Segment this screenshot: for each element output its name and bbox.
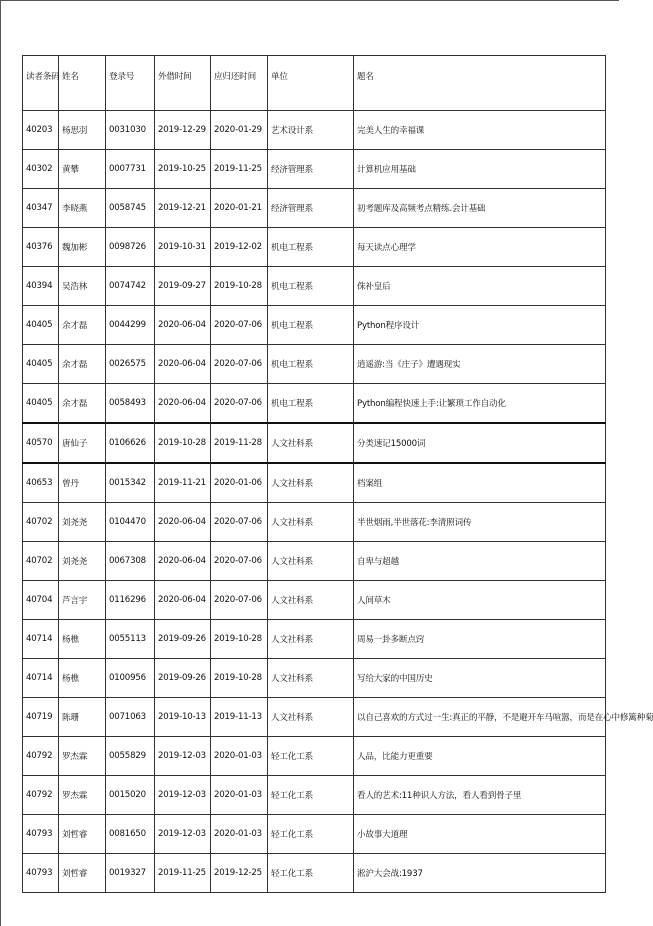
cell-reader-barcode: 40793 [23,854,59,893]
cell-department: 经济管理系 [268,150,354,189]
table-row [23,228,606,267]
cell-due-date: 2019-11-28 [211,423,268,463]
cell-department: 机电工程系 [268,267,354,306]
cell-due-date: 2020-07-06 [211,503,268,542]
cell-accession-number: 0026575 [106,345,155,384]
header-accession-number: 登录号 [106,56,155,111]
cell-accession-number: 0100956 [106,659,155,698]
cell-due-date: 2020-01-29 [211,111,268,150]
cell-reader-barcode: 40792 [23,737,59,776]
cell-borrow-date: 2020-06-04 [155,542,211,581]
cell-due-date: 2019-12-02 [211,228,268,267]
cell-borrow-date: 2019-12-03 [155,737,211,776]
cell-borrow-date: 2019-09-27 [155,267,211,306]
cell-name: 余才磊 [59,306,106,345]
cell-department: 人文社科系 [268,581,354,620]
cell-book-title: 分类速记15000词 [354,423,606,463]
cell-name: 陈珊 [59,698,106,737]
cell-name: 曾丹 [59,463,106,503]
header-name: 姓名 [59,56,106,111]
cell-reader-barcode: 40714 [23,620,59,659]
cell-book-title: 每天读点心理学 [354,228,606,267]
table-row [23,581,606,620]
cell-department: 轻工化工系 [268,737,354,776]
cell-reader-barcode: 40405 [23,345,59,384]
cell-accession-number: 0015020 [106,776,155,815]
borrow-records-table [22,55,653,893]
cell-book-title: 逍遥游:当《庄子》遭遇现实 [354,345,606,384]
cell-department: 轻工化工系 [268,776,354,815]
cell-reader-barcode: 40792 [23,776,59,815]
table-row [23,423,606,463]
cell-borrow-date: 2019-12-21 [155,189,211,228]
cell-due-date: 2019-12-25 [211,854,268,893]
cell-reader-barcode: 40405 [23,306,59,345]
cell-borrow-date: 2019-12-29 [155,111,211,150]
cell-book-title: Python编程快速上手:让繁琐工作自动化 [354,384,606,424]
cell-name: 刘哲睿 [59,815,106,854]
table-row [23,815,606,854]
cell-book-title: 写给大家的中国历史 [354,659,606,698]
cell-accession-number: 0055829 [106,737,155,776]
cell-accession-number: 0019327 [106,854,155,893]
cell-book-title: 小故事大道理 [354,815,606,854]
cell-name: 魏加彬 [59,228,106,267]
cell-department: 机电工程系 [268,345,354,384]
cell-department: 机电工程系 [268,384,354,424]
table-row [23,737,606,776]
cell-department: 人文社科系 [268,542,354,581]
cell-department: 机电工程系 [268,306,354,345]
cell-reader-barcode: 40719 [23,698,59,737]
cell-accession-number: 0055113 [106,620,155,659]
cell-name: 刘哲睿 [59,854,106,893]
table-row [23,698,606,737]
cell-book-title: 初考题库及高频考点精练.会计基础 [354,189,606,228]
cell-borrow-date: 2020-06-04 [155,503,211,542]
cell-reader-barcode: 40570 [23,423,59,463]
cell-name: 刘尧尧 [59,542,106,581]
table-row [23,111,606,150]
cell-name: 余才磊 [59,384,106,424]
cell-accession-number: 0058745 [106,189,155,228]
cell-borrow-date: 2019-10-28 [155,423,211,463]
cell-accession-number: 0074742 [106,267,155,306]
table-row [23,345,606,384]
cell-due-date: 2020-01-03 [211,737,268,776]
cell-reader-barcode: 40704 [23,581,59,620]
cell-due-date: 2019-10-28 [211,267,268,306]
table-row [23,776,606,815]
cell-reader-barcode: 40405 [23,384,59,424]
cell-book-title: 计算机应用基础 [354,150,606,189]
table-row [23,620,606,659]
header-due-date: 应归还时间 [211,56,268,111]
cell-book-title: 完美人生的幸福课 [354,111,606,150]
cell-accession-number: 0015342 [106,463,155,503]
cell-borrow-date: 2020-06-04 [155,581,211,620]
cell-due-date: 2019-10-28 [211,659,268,698]
cell-borrow-date: 2019-10-31 [155,228,211,267]
cell-name: 杨樵 [59,659,106,698]
cell-reader-barcode: 40714 [23,659,59,698]
cell-reader-barcode: 40653 [23,463,59,503]
cell-due-date: 2020-07-06 [211,306,268,345]
table-row [23,503,606,542]
cell-department: 轻工化工系 [268,815,354,854]
cell-borrow-date: 2019-10-25 [155,150,211,189]
cell-name: 吴浩林 [59,267,106,306]
cell-book-title: Python程序设计 [354,306,606,345]
cell-reader-barcode: 40702 [23,542,59,581]
cell-due-date: 2019-11-13 [211,698,268,737]
cell-book-title: 侏补皇后 [354,267,606,306]
cell-due-date: 2019-11-25 [211,150,268,189]
cell-name: 芦言宇 [59,581,106,620]
cell-book-title: 档案组 [354,463,606,503]
cell-department: 人文社科系 [268,503,354,542]
cell-due-date: 2020-07-06 [211,542,268,581]
cell-due-date: 2020-07-06 [211,345,268,384]
cell-name: 罗杰霖 [59,776,106,815]
cell-book-title: 淞沪大会战:1937 [354,854,606,893]
cell-reader-barcode: 40793 [23,815,59,854]
cell-book-title: 人品，比能力更重要 [354,737,606,776]
cell-department: 人文社科系 [268,423,354,463]
table-row [23,306,606,345]
cell-name: 杨思羽 [59,111,106,150]
header-row [23,56,606,111]
cell-name: 唐仙子 [59,423,106,463]
cell-due-date: 2020-07-06 [211,384,268,424]
cell-accession-number: 0106626 [106,423,155,463]
cell-accession-number: 0081650 [106,815,155,854]
cell-accession-number: 0067308 [106,542,155,581]
cell-borrow-date: 2019-09-26 [155,659,211,698]
cell-accession-number: 0071063 [106,698,155,737]
table-row [23,542,606,581]
cell-accession-number: 0098726 [106,228,155,267]
cell-due-date: 2020-01-06 [211,463,268,503]
table-row [23,659,606,698]
cell-reader-barcode: 40394 [23,267,59,306]
cell-borrow-date: 2020-06-04 [155,345,211,384]
cell-due-date: 2020-01-21 [211,189,268,228]
cell-borrow-date: 2019-09-26 [155,620,211,659]
table-row [23,189,606,228]
header-department: 单位 [268,56,354,111]
cell-book-title: 周易一卦多断点窍 [354,620,606,659]
cell-reader-barcode: 40347 [23,189,59,228]
cell-department: 经济管理系 [268,189,354,228]
cell-department: 人文社科系 [268,620,354,659]
cell-book-title: 以自己喜欢的方式过一生:真正的平静，不是避开车马喧嚣，而是在心中修篱种菊 [354,698,606,737]
cell-department: 人文社科系 [268,659,354,698]
cell-department: 艺术设计系 [268,111,354,150]
cell-department: 机电工程系 [268,228,354,267]
table-row [23,267,606,306]
header-borrow-date: 外借时间 [155,56,211,111]
cell-borrow-date: 2019-12-03 [155,776,211,815]
cell-name: 李晓燕 [59,189,106,228]
cell-accession-number: 0104470 [106,503,155,542]
header-book-title: 题名 [354,56,606,111]
cell-due-date: 2020-01-03 [211,776,268,815]
cell-accession-number: 0044299 [106,306,155,345]
cell-book-title: 人间草木 [354,581,606,620]
cell-borrow-date: 2019-11-21 [155,463,211,503]
cell-borrow-date: 2020-06-04 [155,306,211,345]
cell-borrow-date: 2020-06-04 [155,384,211,424]
cell-accession-number: 0007731 [106,150,155,189]
cell-due-date: 2019-10-28 [211,620,268,659]
cell-department: 人文社科系 [268,463,354,503]
cell-borrow-date: 2019-12-03 [155,815,211,854]
cell-borrow-date: 2019-10-13 [155,698,211,737]
cell-borrow-date: 2019-11-25 [155,854,211,893]
cell-department: 轻工化工系 [268,854,354,893]
cell-name: 罗杰霖 [59,737,106,776]
cell-reader-barcode: 40203 [23,111,59,150]
table-row [23,854,606,893]
table-row [23,150,606,189]
header-reader-barcode: 读者条码 [23,56,59,111]
cell-name: 余才磊 [59,345,106,384]
cell-department: 人文社科系 [268,698,354,737]
cell-name: 黄攀 [59,150,106,189]
cell-accession-number: 0031030 [106,111,155,150]
cell-accession-number: 0116296 [106,581,155,620]
table-row [23,463,606,503]
cell-book-title: 自卑与超越 [354,542,606,581]
cell-name: 杨樵 [59,620,106,659]
cell-book-title: 半世烟雨,半世落花:李清照词传 [354,503,606,542]
table-row [23,384,606,424]
cell-reader-barcode: 40302 [23,150,59,189]
cell-name: 刘尧尧 [59,503,106,542]
cell-book-title: 看人的艺术:11种识人方法，看人看到骨子里 [354,776,606,815]
table-body [23,111,653,893]
cell-reader-barcode: 40376 [23,228,59,267]
cell-reader-barcode: 40702 [23,503,59,542]
cell-accession-number: 0058493 [106,384,155,424]
cell-due-date: 2020-07-06 [211,581,268,620]
cell-due-date: 2020-01-03 [211,815,268,854]
